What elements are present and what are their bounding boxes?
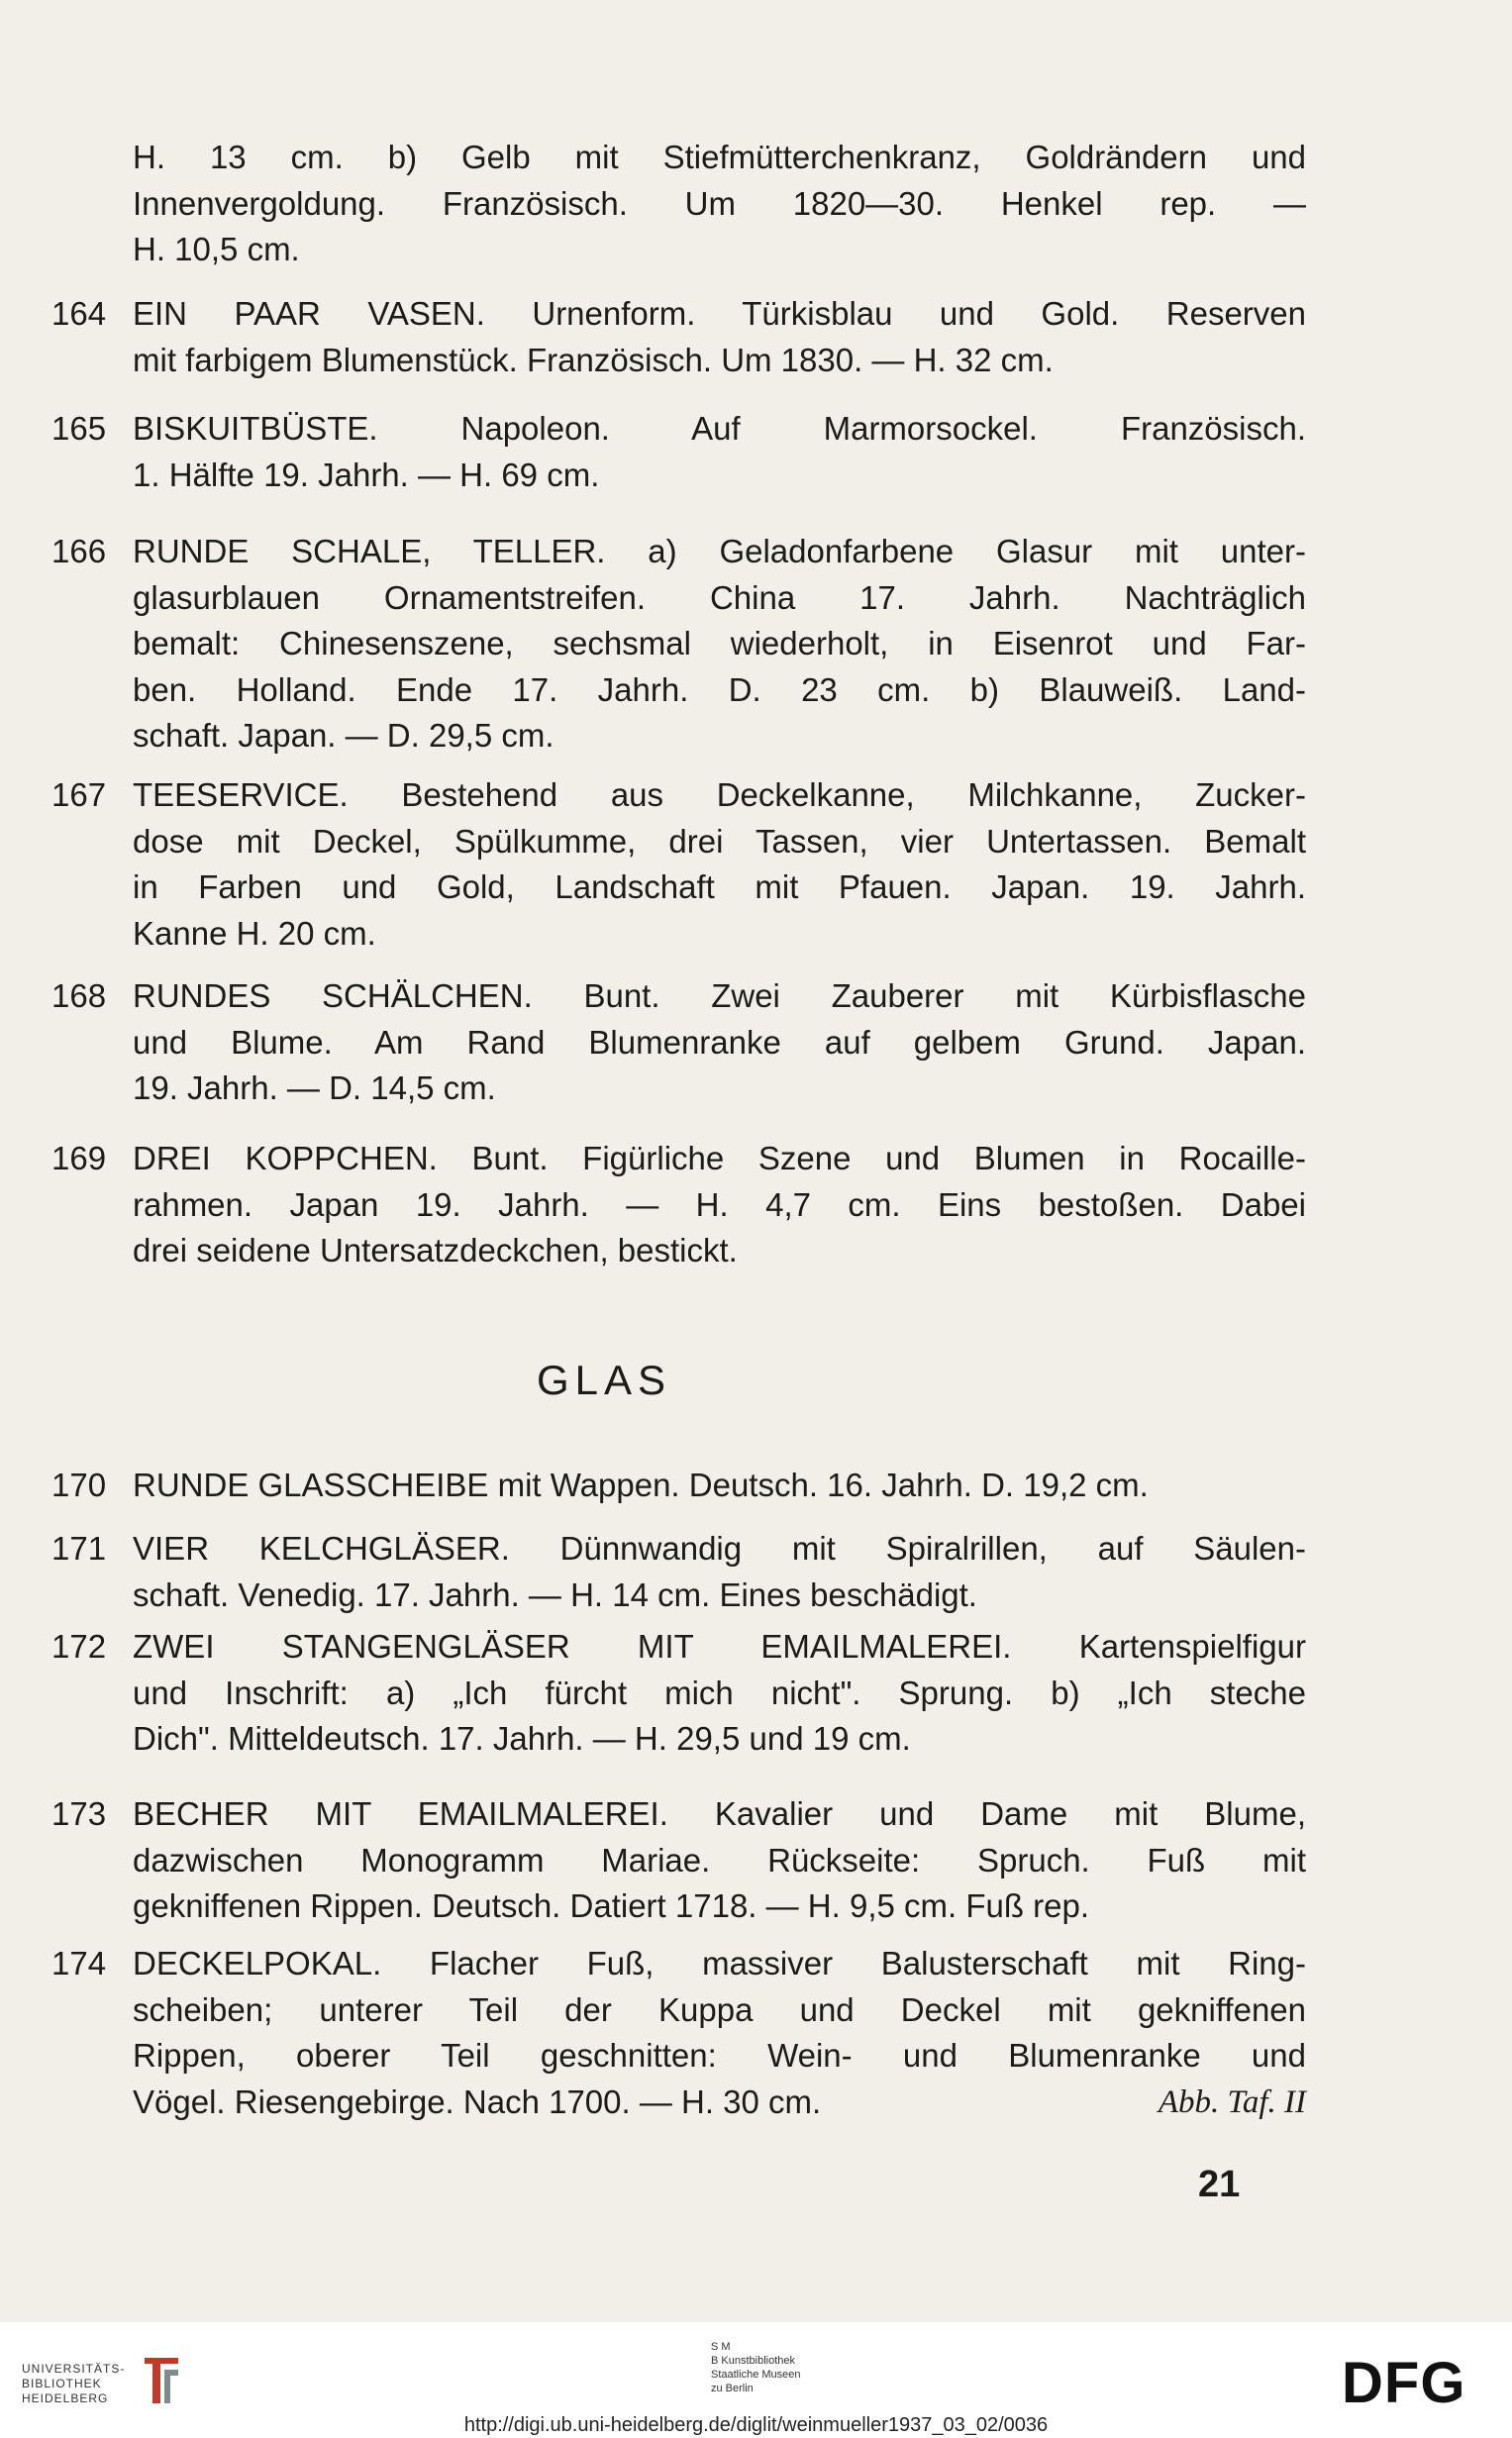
entry-line: RUNDE SCHALE, TELLER. a) Geladonfarbene Glasur mit unter- xyxy=(133,533,1306,569)
entry-line: RUNDES SCHÄLCHEN. Bunt. Zwei Zauberer mit Kürbisflasche xyxy=(133,977,1306,1014)
entry-number: 171 xyxy=(51,1530,107,1567)
entry-line: Rippen, oberer Teil geschnitten: Wein- und Blumenranke und xyxy=(133,2037,1306,2074)
entry-text xyxy=(133,1791,1306,1930)
smb-kunstbibliothek-logo[interactable]: S M B Kunstbibliothek Staatliche Museen zu Berlin xyxy=(711,2341,801,2394)
entry-line: TEESERVICE. Bestehend aus Deckelkanne, Milchkanne, Zucker- xyxy=(133,776,1306,813)
entry-line: und Inschrift: a) „Ich fürcht mich nicht". Sprung. b) „Ich steche xyxy=(133,1674,1306,1711)
entry-line: Vögel. Riesengebirge. Nach 1700. — H. 30 cm. xyxy=(133,2082,822,2120)
entry-line: rahmen. Japan 19. Jahrh. — H. 4,7 cm. Eins bestoßen. Dabei xyxy=(133,1185,1306,1223)
entry-number: 174 xyxy=(51,1945,107,1981)
entry-line: dazwischen Monogramm Mariae. Rückseite: Spruch. Fuß mit xyxy=(133,1841,1306,1879)
entry-number: 166 xyxy=(51,533,107,569)
entry-number: 169 xyxy=(51,1140,107,1176)
university-emblem-icon xyxy=(139,2350,184,2409)
entry-number: 168 xyxy=(51,977,107,1014)
entry-line: RUNDE GLASSCHEIBE mit Wappen. Deutsch. 16. Jahrh. D. 19,2 cm. xyxy=(133,1467,1149,1503)
entry-text xyxy=(133,1526,1306,1618)
entry-line: 19. Jahrh. — D. 14,5 cm. xyxy=(133,1069,496,1106)
entry-line: und Blume. Am Rand Blumenranke auf gelbem Grund. Japan. xyxy=(133,1023,1306,1061)
plate-reference: Abb. Taf. II xyxy=(1158,2083,1306,2120)
entry-line: 1. Hälfte 19. Jahrh. — H. 69 cm. xyxy=(133,456,600,493)
entry-line: DREI KOPPCHEN. Bunt. Figürliche Szene und Blumen in Rocaille- xyxy=(133,1140,1306,1176)
entry-line: ben. Holland. Ende 17. Jahrh. D. 23 cm. b) Blauweiß. Land- xyxy=(133,670,1306,708)
entry-text xyxy=(133,772,1306,957)
entry-line: schaft. Venedig. 17. Jahrh. — H. 14 cm. Eines beschädigt. xyxy=(133,1575,977,1613)
entry-number: 164 xyxy=(51,295,107,332)
entry-number: 173 xyxy=(51,1795,107,1832)
entry-line: glasurblauen Ornamentstreifen. China 17. Jahrh. Nachträglich xyxy=(133,578,1306,616)
entry-number: 172 xyxy=(51,1628,107,1665)
entry-line: BISKUITBÜSTE. Napoleon. Auf Marmorsockel. Französisch. xyxy=(133,410,1306,447)
entry-line: Kanne H. 20 cm. xyxy=(133,914,376,952)
entry-line: VIER KELCHGLÄSER. Dünnwandig mit Spiralrillen, auf Säulen- xyxy=(133,1530,1306,1567)
entry-line: mit farbigem Blumenstück. Französisch. Um 1830. — H. 32 cm. xyxy=(133,341,1054,378)
entry-text xyxy=(133,1941,1306,2125)
viewer-footer xyxy=(0,2322,1512,2438)
entry-line: EIN PAAR VASEN. Urnenform. Türkisblau und Gold. Reserven xyxy=(133,295,1306,332)
entry-line: DECKELPOKAL. Flacher Fuß, massiver Balusterschaft mit Ring- xyxy=(133,1945,1306,1981)
page-number: 21 xyxy=(1198,2164,1241,2205)
entry-line: BECHER MIT EMAILMALEREI. Kavalier und Dame mit Blume, xyxy=(133,1795,1306,1832)
entry-text xyxy=(133,529,1306,760)
entry-line: Innenvergoldung. Französisch. Um 1820—30. Henkel rep. — xyxy=(133,184,1306,222)
entry-number: 167 xyxy=(51,776,107,813)
entry-line: schaft. Japan. — D. 29,5 cm. xyxy=(133,717,554,754)
entry-number: 165 xyxy=(51,410,107,447)
entry-line: bemalt: Chinesenszene, sechsmal wiederholt, in Eisenrot und Far- xyxy=(133,625,1306,661)
entry-line: gekniffenen Rippen. Deutsch. Datiert 1718. — H. 9,5 cm. Fuß rep. xyxy=(133,1887,1090,1924)
entry-text xyxy=(133,1624,1306,1763)
entry-text xyxy=(133,1463,1306,1509)
entry-text xyxy=(133,291,1306,383)
entry-line: ZWEI STANGENGLÄSER MIT EMAILMALEREI. Kartenspielfigur xyxy=(133,1628,1306,1665)
entry-line: dose mit Deckel, Spülkumme, drei Tassen, vier Untertassen. Bemalt xyxy=(133,822,1306,860)
dfg-logo[interactable]: DFG xyxy=(1342,2351,1466,2415)
section-heading: GLAS xyxy=(536,1357,672,1403)
entry-text xyxy=(133,1136,1306,1274)
entry-number: 170 xyxy=(51,1467,107,1503)
source-url[interactable]: http://digi.ub.uni-heidelberg.de/diglit/weinmueller1937_03_02/0036 xyxy=(463,2414,1049,2436)
entry-line: H. 10,5 cm. xyxy=(133,231,300,267)
entry-line: H. 13 cm. b) Gelb mit Stiefmütterchenkranz, Goldrändern und xyxy=(133,139,1306,175)
entry-text xyxy=(133,973,1306,1112)
entry-text xyxy=(133,135,1306,273)
entry-text xyxy=(133,406,1306,498)
university-library-logo[interactable]: UNIVERSITÄTS- BIBLIOTHEK HEIDELBERG xyxy=(22,2362,126,2405)
entry-line: drei seidene Untersatzdeckchen, bestickt. xyxy=(133,1232,738,1269)
entry-line: Dich". Mitteldeutsch. 17. Jahrh. — H. 29,5 und 19 cm. xyxy=(133,1720,911,1757)
entry-line: in Farben und Gold, Landschaft mit Pfauen. Japan. 19. Jahrh. xyxy=(133,868,1306,905)
entry-line-with-reference xyxy=(133,2080,1306,2126)
entry-line: scheiben; unterer Teil der Kuppa und Deckel mit gekniffenen xyxy=(133,1990,1306,2028)
